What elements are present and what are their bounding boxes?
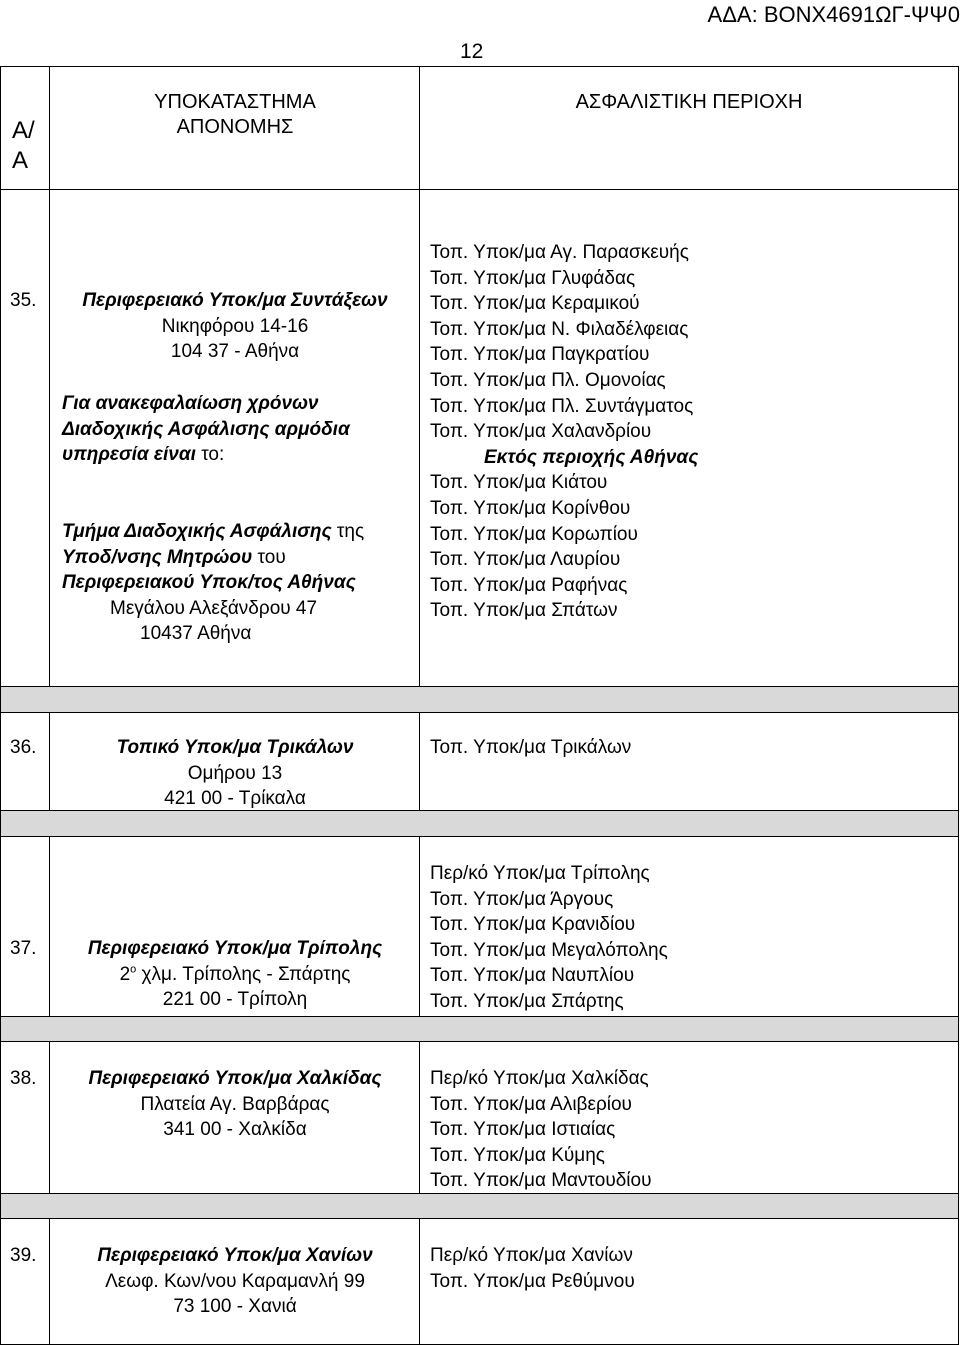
header-col-branch: ΥΠΟΚΑΤΑΣΤΗΜΑ ΑΠΟΝΟΜΗΣ <box>154 91 316 138</box>
list-item: Περ/κό Υποκ/μα Χανίων <box>430 1245 633 1266</box>
row-number: 37. <box>10 938 37 959</box>
branch-cell: Περιφερειακό Υποκ/μα Χανίων Λεωφ. Κων/νου Καραμανλή 99 73 100 - Χανιά <box>50 1243 420 1320</box>
list-item: Τοπ. Υποκ/μα Χαλανδρίου <box>430 421 652 443</box>
list-item: Τοπ. Υποκ/μα Ναυπλίου <box>430 965 635 987</box>
table-border <box>0 66 1 1345</box>
area-list <box>430 861 668 1015</box>
table-border <box>419 66 420 686</box>
branch-name: Περιφερειακό Υποκ/μα Χανίων <box>97 1245 373 1266</box>
ada-code: ΑΔΑ: ΒΟΝΧ4691ΩΓ-ΨΨ0 <box>707 2 960 27</box>
table-border <box>958 66 959 1345</box>
table-border <box>0 1016 958 1017</box>
list-item: Τοπ. Υποκ/μα Κρανιδίου <box>430 914 636 936</box>
branch-name: Περιφερειακό Υποκ/μα Συντάξεων <box>82 290 388 311</box>
list-item: Τοπ. Υποκ/μα Κιάτου <box>430 472 608 494</box>
list-item: Τοπ. Υποκ/μα Κορίνθου <box>430 497 631 519</box>
area-list <box>430 1243 635 1294</box>
outside-area-label: Εκτός περιοχής Αθήνας <box>484 446 699 468</box>
list-item: Τοπ. Υποκ/μα Κορωπίου <box>430 523 638 545</box>
list-item: Τοπ. Υποκ/μα Ν. Φιλαδέλφειας <box>430 318 689 340</box>
separator-band <box>0 1193 958 1218</box>
list-item: Τοπ. Υποκ/μα Κεραμικού <box>430 293 640 315</box>
list-item: Περ/κό Υποκ/μα Χαλκίδας <box>430 1068 649 1089</box>
list-item: Τοπ. Υποκ/μα Σπάτων <box>430 600 618 622</box>
separator-band <box>0 810 958 836</box>
list-item: Τοπ. Υποκ/μα Αλιβερίου <box>430 1093 632 1115</box>
branch-cell: Τοπικό Υποκ/μα Τρικάλων Ομήρου 13 421 00 - Τρίκαλα <box>50 735 420 812</box>
list-item: Τοπ. Υποκ/μα Μεγαλόπολης <box>430 939 668 961</box>
header-col-area: ΑΣΦΑΛΙΣΤΙΚΗ ΠΕΡΙΟΧΗ <box>575 91 803 113</box>
row-number: 38. <box>10 1068 37 1089</box>
page-number: 12 <box>460 40 484 63</box>
row-number: 36. <box>10 737 37 758</box>
table-border <box>0 836 958 837</box>
branch-cell: Περιφερειακό Υποκ/μα Τρίπολης $2^o$ χλμ. Τρίπολης - Σπάρτης 221 00 - Τρίπολη <box>50 936 420 1013</box>
list-item: Τοπ. Υποκ/μα Σπάρτης <box>430 990 624 1012</box>
header-col-num: Α/ Α <box>12 117 35 174</box>
table-border <box>0 712 958 713</box>
list-item: Περ/κό Υποκ/μα Τρίπολης <box>430 863 650 884</box>
area-list <box>430 735 631 761</box>
branch-note: Για ανακεφαλαίωση χρόνων Διαδοχικής Ασφάλισης αρμόδια υπηρεσία είναι το: <box>62 393 350 466</box>
list-item: Τοπ. Υποκ/μα Κύμης <box>430 1144 605 1166</box>
list-item: Τοπ. Υποκ/μα Ραφήνας <box>430 574 628 596</box>
table-border <box>49 66 50 686</box>
branch-name: Περιφερειακό Υποκ/μα Χαλκίδας <box>88 1068 382 1089</box>
table-border <box>0 1041 958 1042</box>
list-item: Τοπ. Υποκ/μα Ρεθύμνου <box>430 1270 635 1292</box>
table-border <box>0 189 958 190</box>
list-item: Τοπ. Υποκ/μα Αγ. Παρασκευής <box>430 242 689 263</box>
list-item: Τοπ. Υποκ/μα Παγκρατίου <box>430 344 650 366</box>
list-item: Τοπ. Υποκ/μα Πλ. Συντάγματος <box>430 395 694 417</box>
list-item: Τοπ. Υποκ/μα Λαυρίου <box>430 549 621 571</box>
area-list <box>430 240 698 624</box>
table-border <box>0 1218 958 1219</box>
branch-name: Τοπικό Υποκ/μα Τρικάλων <box>116 737 354 758</box>
list-item: Τοπ. Υποκ/μα Γλυφάδας <box>430 267 636 289</box>
row-number: 35. <box>10 290 37 311</box>
branch-name: Περιφερειακό Υποκ/μα Τρίπολης <box>87 938 383 959</box>
list-item: Τοπ. Υποκ/μα Ιστιαίας <box>430 1119 616 1141</box>
table-border <box>0 66 958 67</box>
table-border <box>0 686 958 687</box>
department-cell: Τμήμα Διαδοχικής Ασφάλισης της Υποδ/νσης Μητρώου του Περιφερειακού Υποκ/τος Αθήνας Μεγάλου Αλεξάνδρου 47 10437 Αθήνα <box>62 521 365 645</box>
branch-cell: Περιφερειακό Υποκ/μα Χαλκίδας Πλατεία Αγ. Βαρβάρας 341 00 - Χαλκίδα <box>50 1066 420 1143</box>
area-list <box>430 1066 651 1194</box>
separator-band <box>0 1016 958 1041</box>
list-item: Τοπ. Υποκ/μα Τρικάλων <box>430 737 632 758</box>
separator-band <box>0 686 958 712</box>
row-number: 39. <box>10 1245 37 1266</box>
list-item: Τοπ. Υποκ/μα Πλ. Ομονοίας <box>430 369 666 391</box>
list-item: Τοπ. Υποκ/μα Άργους <box>430 888 614 910</box>
list-item: Τοπ. Υποκ/μα Μαντουδίου <box>430 1170 652 1192</box>
branch-cell: Περιφερειακό Υποκ/μα Συντάξεων Νικηφόρου 14-16 104 37 - Αθήνα <box>50 288 420 365</box>
